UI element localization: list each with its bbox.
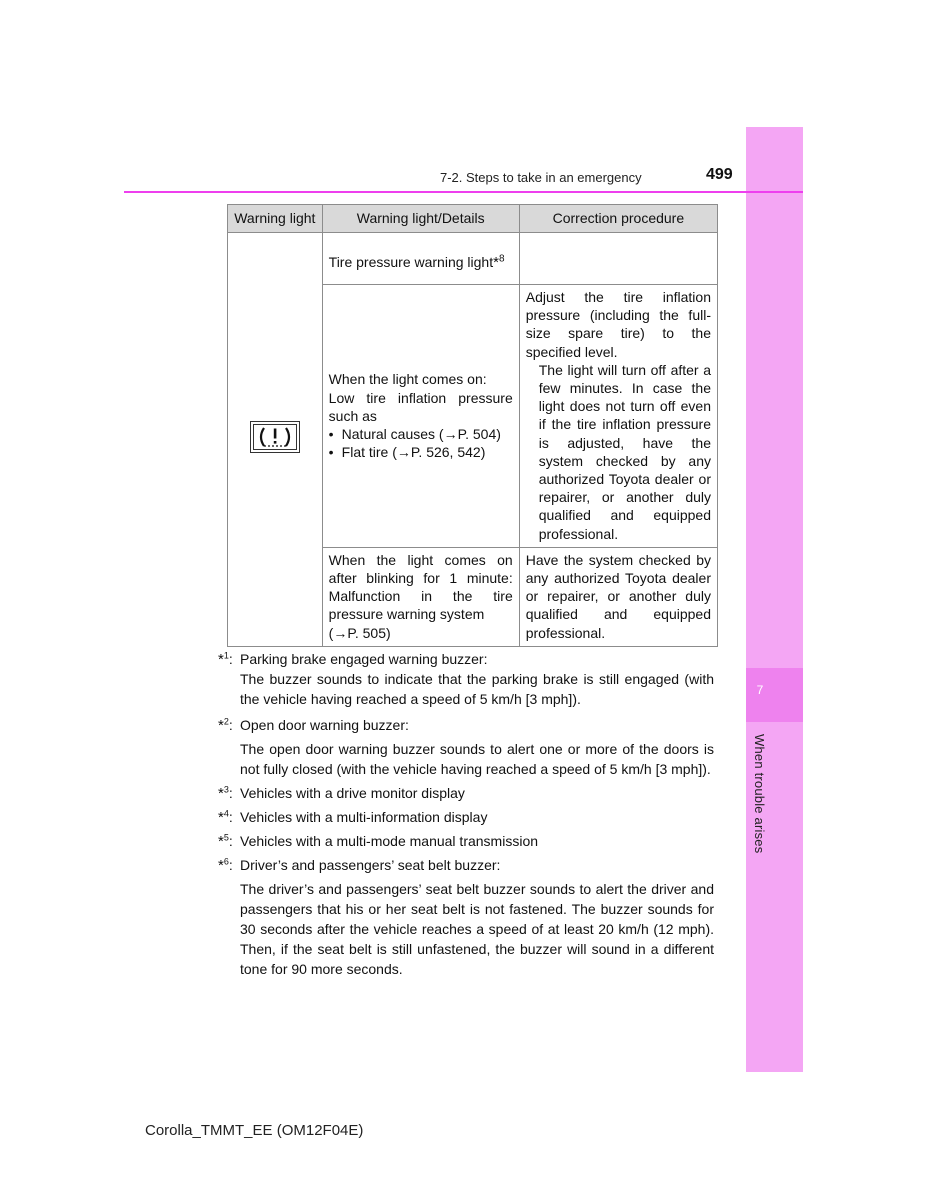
footnote-title: Parking brake engaged warning buzzer:: [240, 651, 488, 667]
footnote-title: Vehicles with a multi-information display: [240, 809, 488, 825]
footnote-marker: *$^1$:: [218, 650, 233, 668]
footnote-title: Driver’s and passengers’ seat belt buzzer:: [240, 857, 501, 873]
footnote-star: *: [218, 809, 224, 826]
correction-cell: [519, 233, 717, 285]
tire-pressure-warning-icon: [250, 421, 300, 453]
footnote: [218, 831, 714, 851]
footnote-number: 5: [223, 832, 229, 843]
footnote-mark: *: [493, 253, 499, 271]
footnote-title: Vehicles with a drive monitor display: [240, 785, 465, 801]
footnote-number: 2: [223, 716, 229, 727]
list-item: • Natural causes (→P. 504): [329, 425, 513, 443]
header-rule: [124, 191, 803, 193]
page-reference: (→P. 505): [328, 624, 391, 641]
footnote-star: *: [218, 717, 224, 734]
footnote-ref: 8: [498, 253, 505, 265]
footnote-marker: *$^3$:: [218, 784, 233, 802]
correction-note: The light will turn off after a few minutes. In case the light does not turn off even if the tire inflation pressure is adjusted, have the system checked by any authorized Toyota dealer or repairer, or another duly qualified and equipped professional.: [538, 361, 711, 542]
details-cell: [322, 547, 519, 646]
correction-text: Adjust the tire inflation pressure (including the full-size spare tire) to the specified level.: [525, 289, 711, 360]
footnote: [218, 807, 714, 827]
footnote-number: 4: [223, 808, 229, 819]
correction-cell: [519, 285, 717, 548]
footnote-marker: *$^2$:: [218, 716, 233, 734]
correction-cell: [519, 547, 717, 646]
footnote-title: Vehicles with a multi-mode manual transmission: [240, 833, 539, 849]
footnote-star: *: [218, 651, 224, 668]
details-cell: [322, 285, 519, 548]
footnote: [218, 783, 714, 803]
footnote-marker: *$^6$:: [218, 856, 233, 874]
column-header: Warning light/Details: [322, 205, 519, 233]
warning-light-cell: [228, 233, 323, 647]
footnote-marker: *$^4$:: [218, 808, 233, 826]
details-text: When the light comes on after blinking for 1 minute: Malfunction in the tire pressure warning system: [328, 551, 513, 623]
footnote-number: 6: [223, 856, 229, 867]
footnote: [218, 715, 714, 779]
footnote-star: *: [218, 833, 224, 850]
details-cell: [322, 233, 519, 285]
footnote-star: *: [218, 785, 224, 802]
footnote-number: 1: [223, 650, 229, 661]
footnote-number: 3: [223, 784, 229, 795]
list-item: • Flat tire (→P. 526, 542): [329, 443, 513, 461]
footnotes: [218, 649, 714, 979]
footnote-star: *: [218, 857, 224, 874]
chapter-number: 7: [756, 683, 764, 697]
document-id: Corolla_TMMT_EE (OM12F04E): [145, 1122, 364, 1139]
footnote-body: The driver’s and passengers’ seat belt buzzer sounds to alert the driver and passengers that his or her seat belt is not fastened. The buzzer sounds for 30 seconds after the vehicle reaches a speed of at least 20 km/h (12 mph). Then, if the seat belt is still unfastened, the buzzer will sound in a different tone for 90 more seconds.: [240, 881, 714, 977]
details-text: Tire pressure warning light: [328, 253, 494, 270]
details-text: Low tire inflation pressure such as: [328, 389, 513, 424]
correction-text: Have the system checked by any authorized Toyota dealer or repairer, or another duly qualified and equipped professional.: [525, 551, 711, 641]
details-intro: When the light comes on:: [328, 371, 487, 388]
table-header-row: [228, 205, 718, 233]
side-tab: [746, 127, 803, 1072]
footnote-marker: *$^5$:: [218, 832, 233, 850]
table-row: [228, 233, 718, 285]
footnote-body: The buzzer sounds to indicate that the parking brake is still engaged (with the vehicle having reached a speed of 5 km/h [3 mph]).: [240, 671, 714, 707]
footnote-body: The open door warning buzzer sounds to alert one or more of the doors is not fully closed (with the vehicle having reached a speed of 5 km/h [3 mph]).: [240, 741, 714, 777]
chapter-title: When trouble arises: [752, 734, 767, 854]
footnote: [218, 649, 714, 709]
footnote-title: Open door warning buzzer:: [240, 717, 409, 733]
warning-light-table: [227, 204, 718, 647]
section-title: 7-2. Steps to take in an emergency: [440, 170, 642, 185]
page-number: 499: [706, 166, 733, 183]
footnote: [218, 855, 714, 979]
column-header: Warning light: [228, 205, 323, 233]
column-header: Correction procedure: [519, 205, 717, 233]
